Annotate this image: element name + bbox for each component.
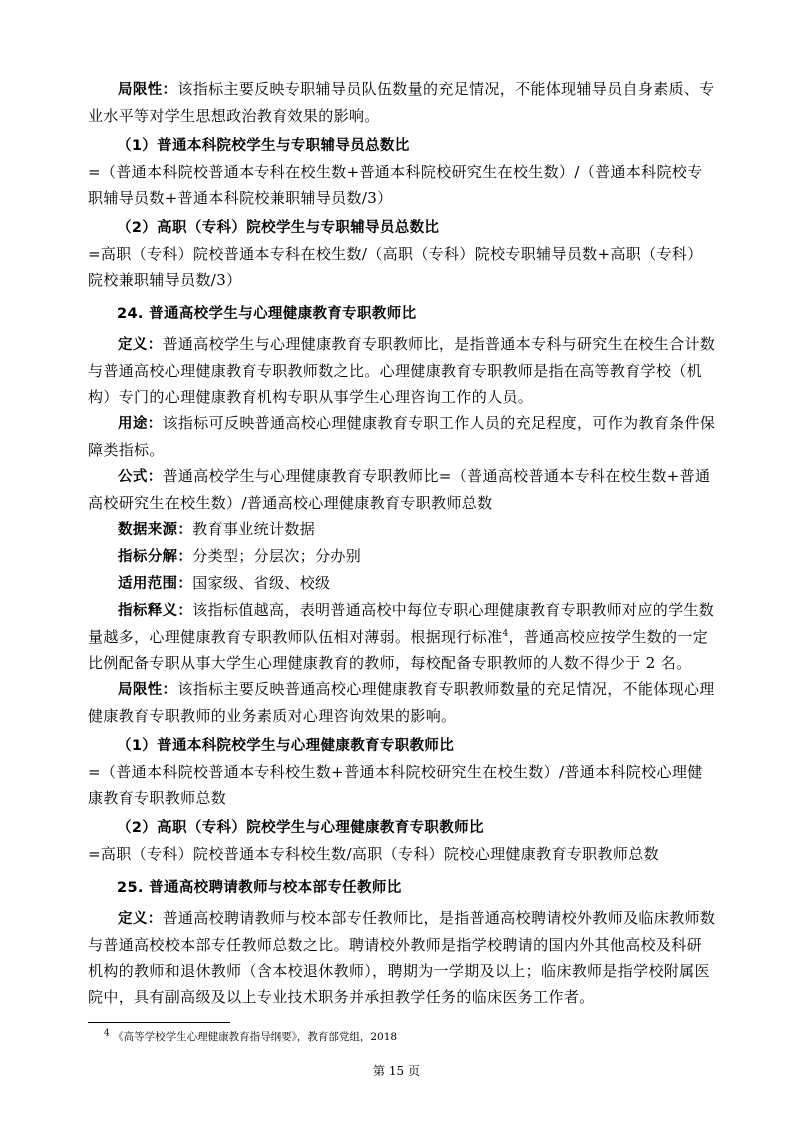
- definition-paragraph: [88, 331, 716, 410]
- formula-text: =高职（专科）院校普通本专科校生数/高职（专科）院校心理健康教育专职教师总数: [88, 845, 659, 863]
- subsection-title: （1）普通本科院校学生与心理健康教育专职教师比: [117, 738, 455, 754]
- definition-text: 普通高校学生与心理健康教育专职教师比，是指普通本专科与研究生在校生合计数与普通高校心理健康教育专职教师数之比。心理健康教育专职教师是指在高等教育学校（机构）专门的心理健康教育机构专职从事学生心理咨询工作的人员。: [88, 335, 716, 406]
- definition-label: 定义：: [118, 911, 163, 927]
- page-body: [88, 76, 716, 1010]
- decomposition-paragraph: [88, 543, 716, 570]
- limitation-paragraph: [88, 676, 716, 729]
- definition-text: 普通高校聘请教师与校本部专任教师比，是指普通高校聘请校外教师及临床教师数与普通高校校本部专任教师总数之比。聘请校外教师是指学校聘请的国内外其他高校及科研机构的教师和退休教师（含本校退休教师），聘期为一学期及以上；临床教师是指学校附属医院中，具有副高级及以上专业技术职务并承担教学任务的临床医务工作者。: [88, 909, 716, 1006]
- decomposition-text: 分类型；分层次；分办别: [192, 547, 362, 565]
- section-heading: 25. 普通高校聘请教师与校本部专任教师比: [117, 880, 402, 896]
- section-heading: 24. 普通高校学生与心理健康教育专职教师比: [117, 306, 417, 322]
- scope-paragraph: [88, 570, 716, 597]
- decomposition-label: 指标分解：: [118, 549, 193, 565]
- footnote: [104, 1030, 397, 1044]
- formula-text: =（普通本科院校普通本专科校生数+普通本科院校研究生在校生数）/普通本科院校心理健康教育专职教师总数: [88, 763, 703, 807]
- formula-text: 普通高校学生与心理健康教育专职教师比=（普通高校普通本专科在校生数+普通高校研究生在校生数）/普通高校心理健康教育专职教师总数: [88, 467, 711, 512]
- limitation-label: 局限性：: [118, 682, 178, 698]
- interpretation-text-continued: ，普通高校应按学生数的一定比例配备专职从事大学生心理健康教育的教师，每校配备专职教师的人数不得少于 2 名。: [88, 628, 709, 672]
- footnote-text: 《高等学校学生心理健康教育指导纲要》，教育部党组，2018: [113, 1031, 398, 1043]
- limitation-label: 局限性：: [118, 82, 178, 98]
- data-source-label: 数据来源：: [118, 522, 193, 538]
- formula-label: 公式：: [118, 469, 163, 485]
- limitation-text: 该指标主要反映专职辅导员队伍数量的充足情况，不能体现辅导员自身素质、专业水平等对学生思想政治教育效果的影响。: [88, 80, 715, 125]
- limitation-text: 该指标主要反映普通高校心理健康教育专职教师数量的充足情况，不能体现心理健康教育专职教师的业务素质对心理咨询效果的影响。: [88, 680, 715, 725]
- subsection-title: （2）高职（专科）院校学生与心理健康教育专职教师比: [117, 820, 484, 836]
- scope-label: 适用范围：: [118, 576, 193, 592]
- definition-paragraph: [88, 905, 716, 1010]
- subsection-title: （2）高职（专科）院校学生与专职辅导员总数比: [117, 220, 440, 236]
- usage-label: 用途：: [118, 416, 163, 432]
- footnote-mark: 4: [104, 1028, 110, 1039]
- footnote-reference: 4: [502, 629, 509, 639]
- usage-paragraph: [88, 410, 716, 463]
- subsection-title: （1）普通本科院校学生与专职辅导员总数比: [117, 138, 410, 154]
- limitation-paragraph: [88, 76, 716, 129]
- interpretation-text: 该指标值越高，表明普通高校中每位专职心理健康教育专职教师对应的学生数量越多，心理健康教育专职教师队伍相对薄弱。根据现行标准: [88, 601, 715, 646]
- interpretation-paragraph: [88, 597, 716, 676]
- usage-text: 该指标可反映普通高校心理健康教育专职工作人员的充足程度，可作为教育条件保障类指标。: [88, 414, 716, 459]
- data-source-text: 教育事业统计数据: [192, 520, 316, 538]
- data-source-paragraph: [88, 516, 716, 543]
- interpretation-label: 指标释义：: [118, 603, 193, 619]
- formula-paragraph: [88, 463, 716, 516]
- formula-text: =高职（专科）院校普通本专科在校生数/（高职（专科）院校专职辅导员数+高职（专科）院校兼职辅导员数/3）: [88, 245, 703, 289]
- scope-text: 国家级、省级、校级: [192, 574, 331, 592]
- page-number: 第 15 页: [373, 1064, 420, 1078]
- footnote-divider: [88, 1022, 230, 1023]
- definition-label: 定义：: [118, 337, 163, 353]
- formula-text: =（普通本科院校普通本专科在校生数+普通本科院校研究生在校生数）/（普通本科院校专职辅导员数+普通本科院校兼职辅导员数/3）: [88, 163, 703, 207]
